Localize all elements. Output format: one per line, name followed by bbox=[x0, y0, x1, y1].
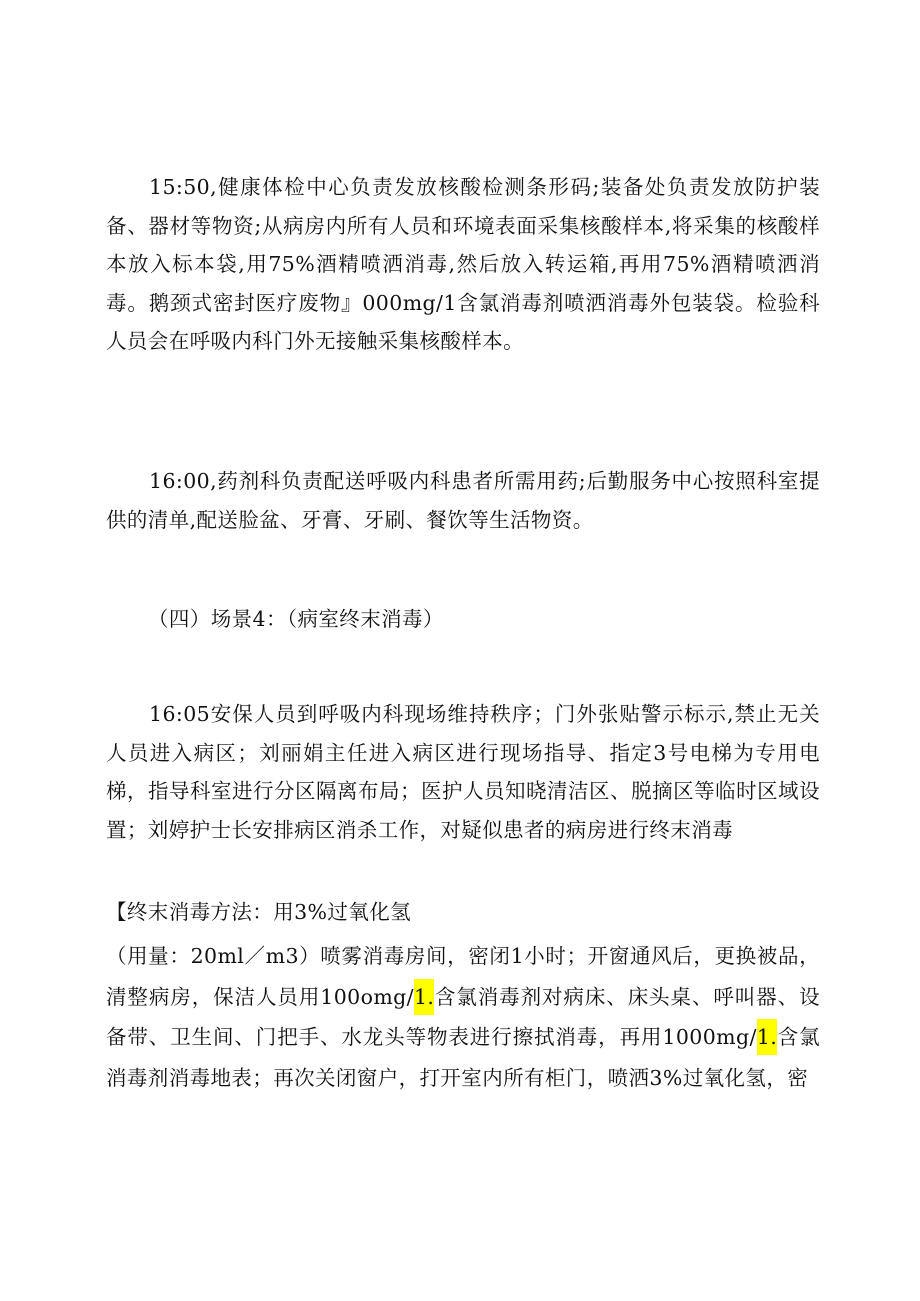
disinfection-text-part-3: 含氯消毒剂消毒地表；再次关闭窗户，打开室内所有柜门，喷洒3%过氧化氢，密 bbox=[106, 1025, 820, 1090]
highlighted-text-1: 1. bbox=[414, 979, 434, 1015]
disinfection-text-part-2: 含氯消毒剂对病床、床头桌、呼叫器、设备带、卫生间、门把手、水龙头等物表进行擦拭消毒，再用1000mg/ bbox=[106, 984, 820, 1049]
paragraph-medicine-delivery: 16:00,药剂科负责配送呼吸内科患者所需用药;后勤服务中心按照科室提供的清单,配送脸盆、牙膏、牙刷、餐饮等生活物资。 bbox=[106, 469, 820, 532]
paragraph-disinfection-details bbox=[106, 936, 820, 1098]
disinfection-text-part-1: （用量：20ml／m3）喷雾消毒房间，密闭1小时；开窗通风后，更换被品，清整病房，保洁人员用100omg/ bbox=[106, 944, 820, 1009]
paragraph-security-and-guidance: 16:05安保人员到呼吸内科现场维持秩序；门外张贴警示标示,禁止无关人员进入病区；刘丽娟主任进入病区进行现场指导、指定3号电梯为专用电梯，指导科室进行分区隔离布局；医护人员知晓清洁区、脱摘区等临时区域设置；刘婷护士长安排病区消杀工作，对疑似患者的病房进行终末消毒 bbox=[106, 702, 820, 842]
highlighted-text-2: 1. bbox=[757, 1019, 777, 1055]
section-heading-scene-4: （四）场景4：（病室终末消毒） bbox=[148, 607, 444, 631]
paragraph-disinfection-method-title: 【终末消毒方法：用3%过氧化氢 bbox=[106, 900, 412, 924]
paragraph-nucleic-acid-sampling: 15:50,健康体检中心负责发放核酸检测条形码;装备处负责发放防护装备、器材等物资;从病房内所有人员和环境表面采集核酸样本,将采集的核酸样本放入标本袋,用75%酒精喷洒消毒,然后放入转运箱,再用75%酒精喷洒消毒。鹅颈式密封医疗废物』000mg/1含氯消毒剂喷洒消毒外包装袋。检验科人员会在呼吸内科门外无接触采集核酸样本。 bbox=[106, 175, 820, 353]
